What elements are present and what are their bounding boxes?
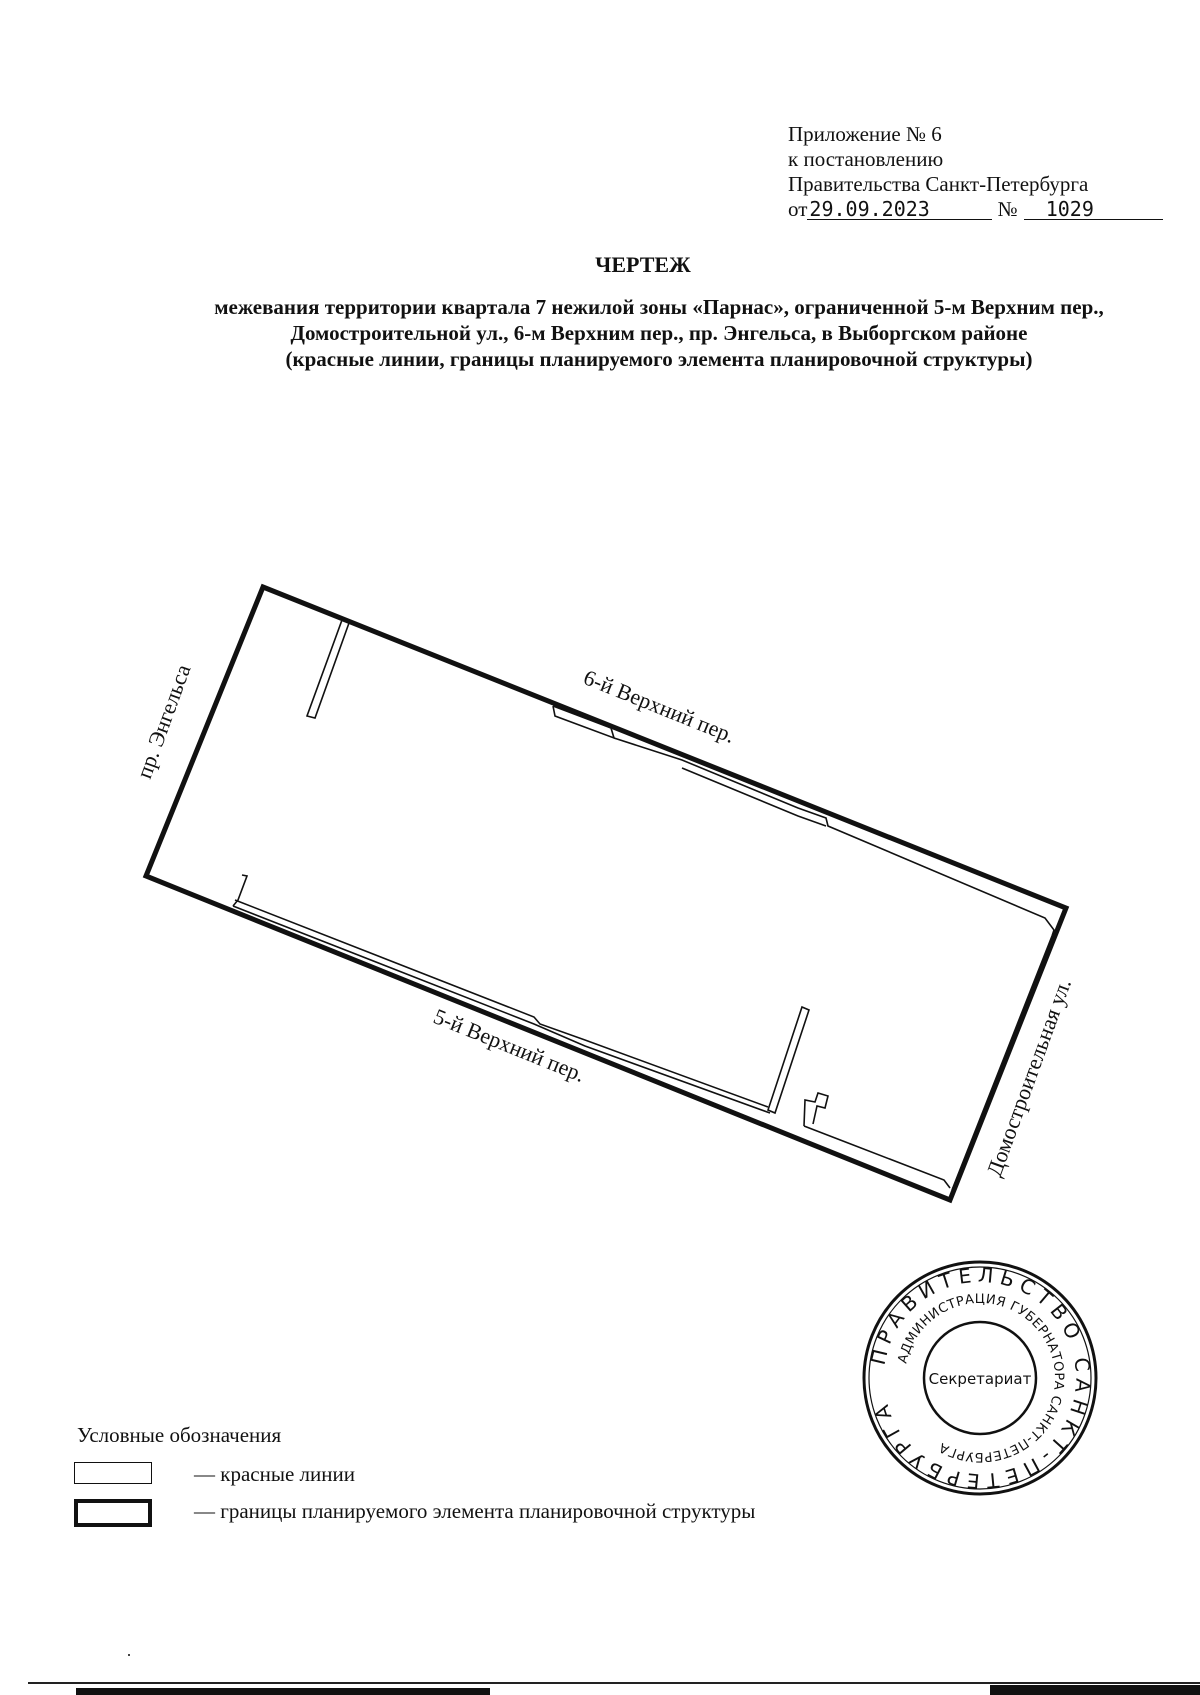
document-title: ЧЕРТЕЖ bbox=[595, 252, 691, 277]
red-line-north bbox=[614, 738, 1054, 936]
decree-number: 1029 bbox=[1024, 199, 1163, 220]
subtitle-line-2: Домостроительной ул., 6-м Верхним пер., пр. Энгельса, в Выборгском районе bbox=[290, 321, 1028, 345]
red-line-stub-west-top bbox=[307, 620, 349, 718]
street-label-domostroitelnaya: Домостроительная ул. bbox=[981, 975, 1077, 1180]
seal-outer-text: ПРАВИТЕЛЬСТВО САНКТ-ПЕТЕРБУРГА bbox=[865, 1262, 1096, 1494]
seal-inner-text: АДМИНИСТРАЦИЯ ГУБЕРНАТОРА САНКТ-ПЕТЕРБУРГА bbox=[895, 1291, 1067, 1465]
red-line-south-2 bbox=[233, 906, 770, 1113]
red-line-south bbox=[235, 900, 768, 1107]
red-line-divider bbox=[768, 1007, 809, 1113]
official-seal bbox=[860, 1258, 1100, 1498]
legend-label-boundary: — границы планируемого элемента планировочной структуры bbox=[194, 1499, 756, 1523]
subtitle-line-1: межевания территории квартала 7 нежилой зоны «Парнас», ограниченной 5-м Верхним пер., bbox=[214, 295, 1104, 319]
appendix-line-3: Правительства Санкт-Петербурга bbox=[788, 172, 1089, 196]
red-line-notch bbox=[804, 1093, 828, 1126]
legend-label-red-lines: — красные линии bbox=[194, 1462, 355, 1486]
legend-swatch-thin bbox=[74, 1462, 152, 1484]
scan-speck bbox=[128, 1654, 130, 1656]
number-prefix: № bbox=[997, 197, 1018, 221]
appendix-line-1: Приложение № 6 bbox=[788, 122, 942, 146]
street-label-5-verkhniy: 5-й Верхний пер. bbox=[430, 1003, 589, 1087]
subtitle-line-3: (красные линии, границы планируемого элемента планировочной структуры) bbox=[285, 347, 1033, 371]
legend-title: Условные обозначения bbox=[77, 1423, 282, 1447]
appendix-line-2: к постановлению bbox=[788, 147, 944, 171]
seal-center-text: Секретариат bbox=[928, 1370, 1032, 1388]
date-prefix: от bbox=[788, 197, 808, 221]
bottom-bar bbox=[76, 1688, 490, 1695]
bottom-rule bbox=[28, 1682, 1200, 1684]
street-label-engelsa: пр. Энгельса bbox=[131, 660, 196, 782]
bottom-block bbox=[990, 1685, 1200, 1695]
street-label-6-verkhniy: 6-й Верхний пер. bbox=[580, 664, 739, 748]
decree-date: 29.09.2023 bbox=[807, 199, 992, 220]
legend-swatch-thick bbox=[74, 1499, 152, 1527]
red-line-south-east bbox=[804, 1126, 950, 1188]
red-line-north-inner bbox=[682, 768, 826, 826]
